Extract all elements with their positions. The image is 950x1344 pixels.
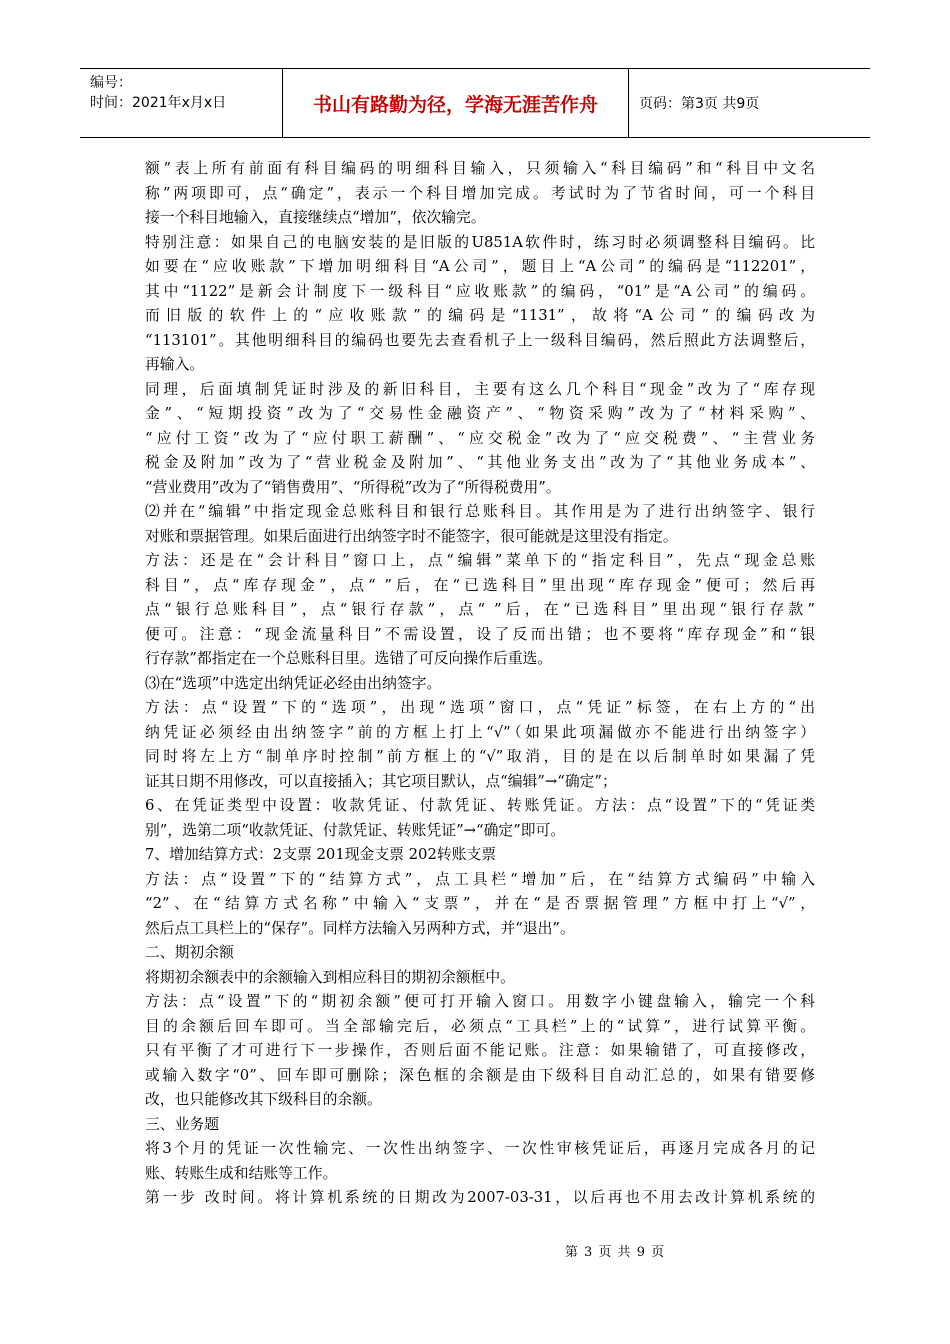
header-number-label: 编号： (90, 75, 132, 91)
text-line: 别”，选第二项“收款凭证、付款凭证、转账凭证”→“确定”即可。 (145, 821, 566, 839)
text-line: ⑵并在“编辑”中指定现金总账科目和银行总账科目。其作用是为了进行出纳签字、银行 (145, 503, 815, 520)
text-line: 或输入数字“0”、回车即可删除；深色框的余额是由下级科目自动汇总的，如果有错要修 (145, 1066, 815, 1084)
text-line: 特别注意：如果自己的电脑安装的是旧版的U851A软件时，练习时必须调整科目编码。比 (145, 233, 815, 251)
text-line: 接一个科目地输入，直接继续点“增加”，依次输完。 (145, 209, 486, 226)
text-line: 方法：点“设置”下的“结算方式”，点工具栏“增加”后，在“结算方式编码”中输入 (145, 870, 815, 888)
text-line: “113101”。其他明细科目的编码也要先去查看机子上一级科目编码，然后照此方法调整后， (145, 331, 815, 349)
footer-page-number: 第 3 页 共 9 页 (564, 1245, 666, 1260)
text-line: 科目”，点“库存现金”，点“ ”后，在“已选科目”里出现“库存现金”便可；然后再 (145, 576, 815, 594)
text-line: 如要在“应收账款”下增加明细科目“A公司”，题目上“A公司”的编码是“112201”， (145, 258, 815, 275)
text-line: 其中“1122”是新会计制度下一级科目“应收账款”的编码，“01”是“A公司”的编码。 (145, 282, 815, 300)
text-line: 同时将左上方“制单序时控制”前方框上的“√”取消，目的是在以后制单时如果漏了凭 (145, 748, 815, 765)
page-footer (0, 1241, 950, 1260)
text-line: 二、期初余额 (145, 944, 234, 961)
text-line: 三、业务题 (145, 1115, 219, 1133)
header-page-info: 页码：第3页 共9页 (639, 96, 760, 112)
text-line: “2”、在“结算方式名称”中输入“支票”，并在“是否票据管理”方框中打上“√”， (145, 895, 815, 912)
text-line: 行存款”都指定在一个总账科目里。选错了可反向操作后重选。 (145, 650, 553, 667)
text-line: 同理，后面填制凭证时涉及的新旧科目，主要有这么几个科目“现金”改为了“库存现 (145, 380, 815, 398)
text-line: 只有平衡了才可进行下一步操作，否则后面不能记账。注意：如果输错了，可直接修改， (145, 1042, 815, 1059)
text-line: 证其日期不用修改，可以直接插入；其它项目默认，点“编辑”→“确定”； (145, 772, 617, 790)
text-line: 称”两项即可，点“确定”，表示一个科目增加完成。考试时为了节省时间，可一个科目 (145, 184, 815, 202)
text-line: 方法：点“设置”下的“期初余额”便可打开输入窗口。用数字小键盘输入，输完一个科 (145, 993, 815, 1010)
text-line: 便可。注意：“现金流量科目”不需设置，设了反而出错；也不要将“库存现金”和“银 (145, 625, 815, 643)
text-line: 7、增加结算方式：2支票 201现金支票 202转账支票 (145, 846, 497, 863)
text-line: 改，也只能修改其下级科目的余额。 (145, 1091, 382, 1108)
text-line: 将期初余额表中的余额输入到相应科目的期初余额框中。 (145, 968, 515, 986)
text-line: 纳凭证必须经由出纳签字”前的方框上打上“√”（如果此项漏做亦不能进行出纳签字） (145, 723, 815, 741)
text-line: 目的余额后回车即可。当全部输完后，必须点“工具栏”上的“试算”，进行试算平衡。 (145, 1017, 815, 1035)
page-header (80, 68, 870, 138)
text-line: 金”、“短期投资”改为了“交易性金融资产”、“物资采购”改为了“材料采购”、 (145, 405, 815, 422)
text-line: 额”表上所有前面有科目编码的明细科目输入，只须输入“科目编码”和“科目中文名 (145, 160, 815, 177)
text-line: 第一步 改时间。将计算机系统的日期改为2007-03-31，以后再也不用去改计算机系统的 (145, 1189, 815, 1206)
text-line: 账、转账生成和结账等工作。 (145, 1164, 338, 1182)
header-meta (80, 69, 283, 137)
text-line: 而旧版的软件上的“应收账款”的编码是“1131”，故将“A公司”的编码改为 (145, 307, 815, 324)
text-line: “应付工资”改为了“应付职工薪酬”、“应交税金”改为了“应交税费”、“主营业务 (145, 429, 815, 447)
header-motto: 书山有路勤为径，学海无涯苦作舟 (283, 69, 629, 137)
text-line: 方法：点“设置”下的“选项”，出现“选项”窗口，点“凭证”标签，在右上方的“出 (145, 699, 815, 716)
text-line: 方法：还是在“会计科目”窗口上，点“编辑”菜单下的“指定科目”，先点“现金总账 (145, 552, 815, 569)
document-body (145, 157, 815, 1211)
text-line: 再输入。 (145, 356, 205, 373)
header-time: 时间：2021年x月x日 (90, 95, 227, 111)
text-line: 点“银行总账科目”，点“银行存款”，点“ ”后，在“已选科目”里出现“银行存款” (145, 601, 815, 618)
text-line: 6、在凭证类型中设置：收款凭证、付款凭证、转账凭证。方法：点“设置”下的“凭证类 (145, 797, 815, 814)
text-line: ⑶在“选项”中选定出纳凭证必经由出纳签字。 (145, 674, 442, 692)
text-line: 税金及附加”改为了“营业税金及附加”、“其他业务支出”改为了“其他业务成本”、 (145, 454, 815, 471)
text-line: “营业费用”改为了“销售费用”、“所得税”改为了“所得税费用”。 (145, 478, 561, 496)
text-line: 将3个月的凭证一次性输完、一次性出纳签字、一次性审核凭证后，再逐月完成各月的记 (145, 1140, 815, 1157)
text-line: 然后点工具栏上的“保存”。同样方法输入另两种方式，并“退出”。 (145, 919, 575, 937)
text-line: 对账和票据管理。如果后面进行出纳签字时不能签字，很可能就是这里没有指定。 (145, 527, 678, 545)
